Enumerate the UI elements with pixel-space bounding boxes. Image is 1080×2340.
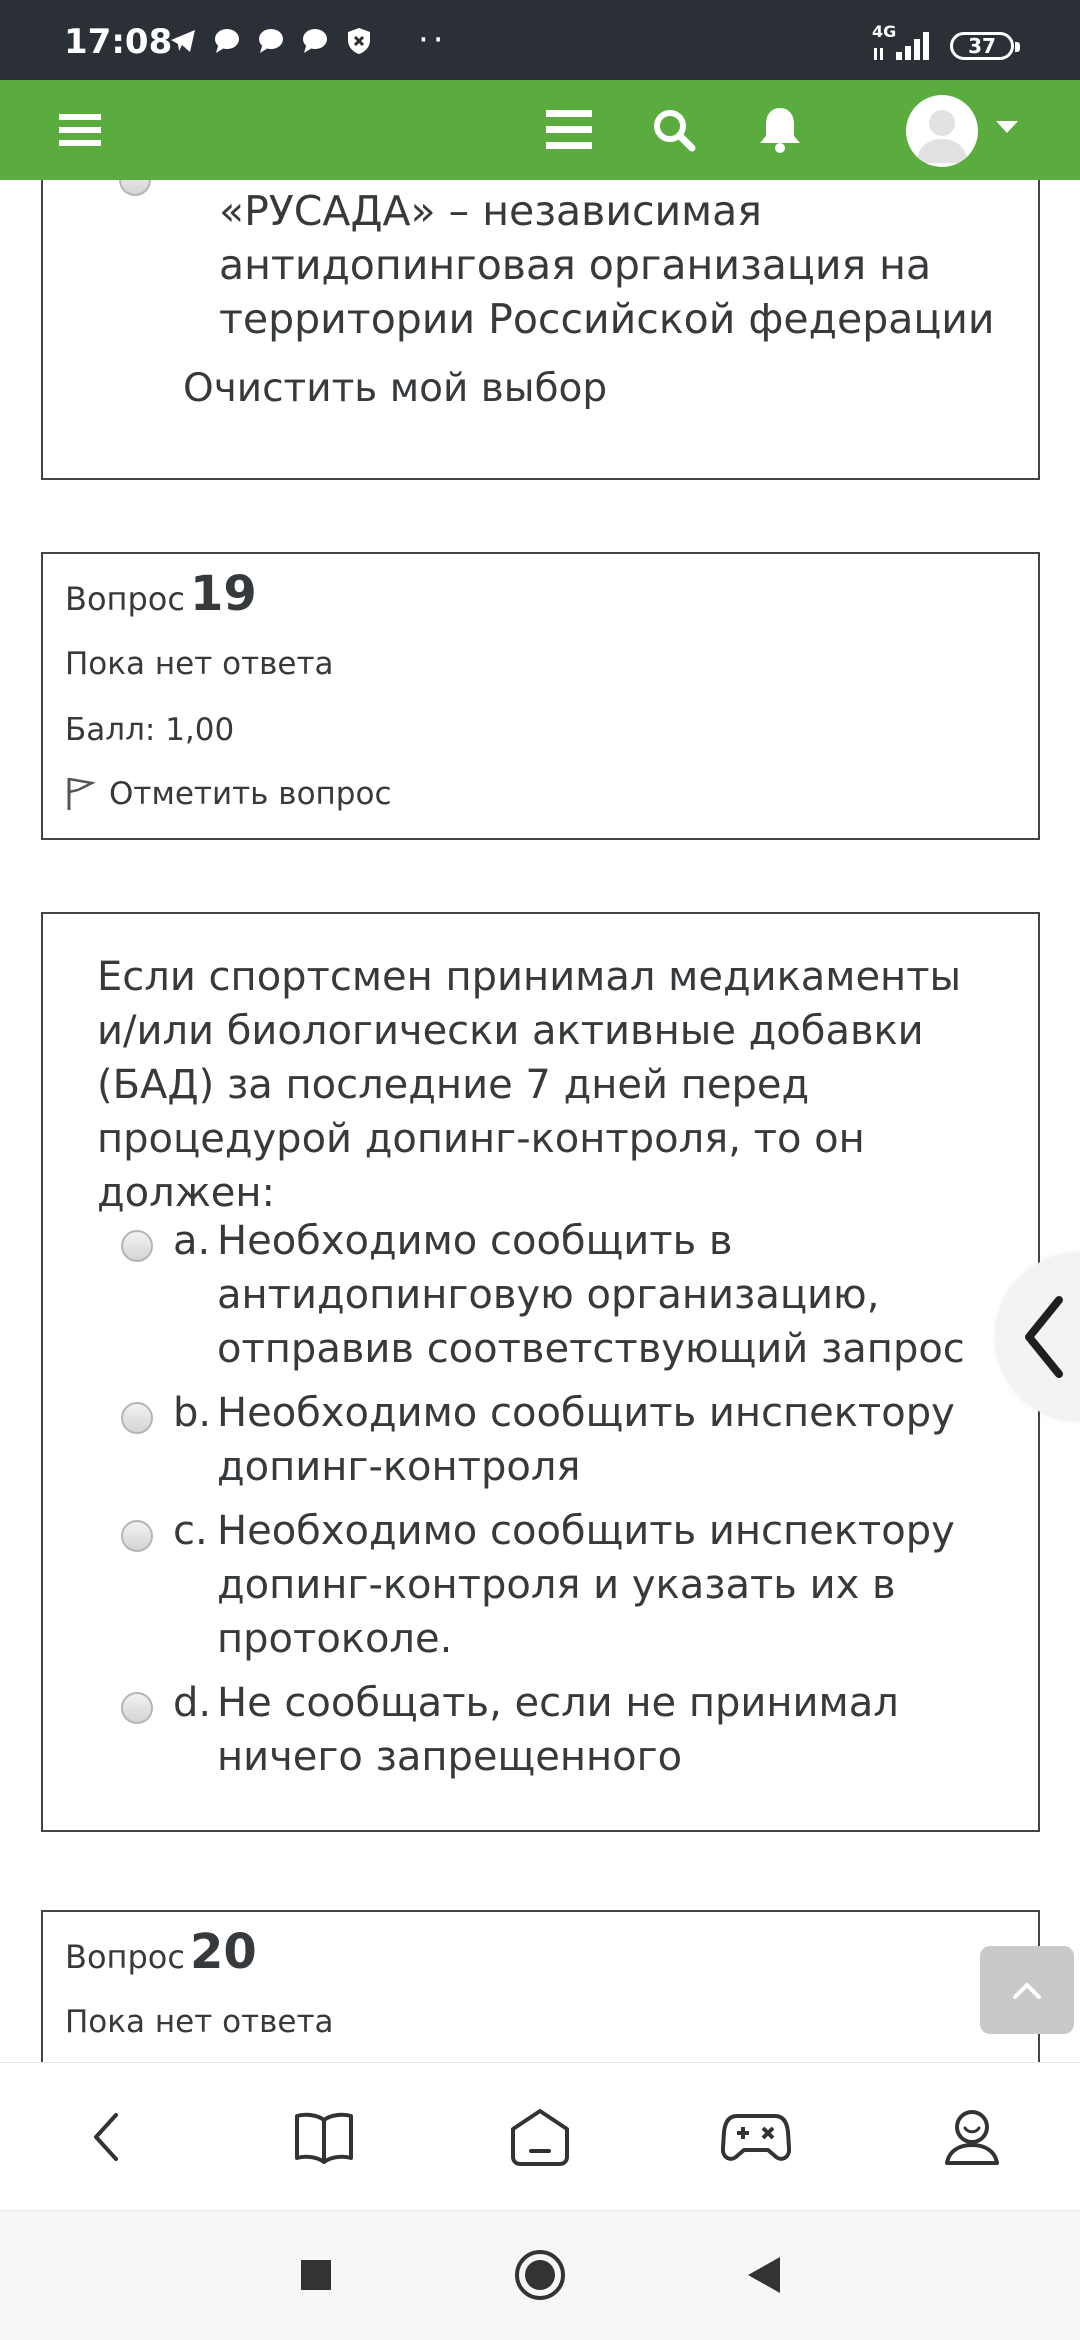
caret-down-icon[interactable] <box>996 121 1018 133</box>
user-avatar[interactable] <box>906 95 978 167</box>
book-icon <box>294 2110 354 2164</box>
system-home-button[interactable] <box>510 2245 570 2305</box>
bookmarks-button[interactable] <box>286 2099 362 2175</box>
list-icon <box>546 110 592 150</box>
more-notifications: ·· <box>418 20 448 60</box>
quiz-content <box>0 180 1080 2062</box>
games-button[interactable] <box>718 2099 794 2175</box>
browser-home-button[interactable] <box>502 2099 578 2175</box>
option-letter: c. <box>173 1508 208 1554</box>
question-label: Вопрос <box>65 580 185 618</box>
signal-icon <box>870 22 940 62</box>
system-back-button[interactable] <box>734 2245 794 2305</box>
home-icon <box>509 2107 571 2167</box>
system-navigation-bar <box>0 2210 1080 2340</box>
avatar-icon <box>906 95 978 167</box>
back-icon <box>86 2109 126 2165</box>
option-text: Необходимо сообщить инспектору допинг-контроля <box>217 1390 955 1490</box>
chevron-up-icon <box>1007 1975 1047 2005</box>
question-content-card <box>41 912 1040 1832</box>
question-label: Вопрос <box>65 1938 185 1976</box>
notification-icons <box>168 26 374 56</box>
status-bar <box>0 0 1080 80</box>
answer-status: Пока нет ответа <box>65 2004 334 2040</box>
profile-icon <box>943 2107 1001 2167</box>
question-number: 19 <box>190 566 257 622</box>
option-letter: b. <box>173 1390 212 1436</box>
telegram-icon <box>168 26 198 56</box>
menu-icon <box>59 112 101 148</box>
gamepad-icon <box>721 2110 791 2164</box>
flag-question-label: Отметить вопрос <box>109 776 392 812</box>
app-header <box>0 80 1080 180</box>
question-number: 20 <box>190 1924 257 1980</box>
chevron-left-icon <box>1015 1292 1075 1382</box>
option-text: Необходимо сообщить инспектору допинг-контроля и указать их в протоколе. <box>217 1508 955 1662</box>
home-circle-icon <box>513 2248 567 2302</box>
chat-bubble-icon <box>256 26 286 56</box>
clear-choice-link[interactable]: Очистить мой выбор <box>183 366 608 411</box>
flag-question-link[interactable] <box>65 776 392 812</box>
radio-button-d[interactable] <box>121 1692 153 1724</box>
previous-answer-text: «РУСАДА» – независимая антидопинговая организация на территории Российской федерации <box>219 187 995 343</box>
battery-indicator: 37 <box>950 32 1014 60</box>
flag-icon <box>65 776 95 812</box>
chat-bubble-icon <box>212 26 242 56</box>
option-text: Не сообщать, если не принимал ничего запрещенного <box>217 1680 899 1780</box>
shield-icon <box>344 26 374 56</box>
back-triangle-icon <box>746 2255 782 2295</box>
browser-toolbar <box>0 2062 1080 2210</box>
next-question-info-card <box>41 1910 1040 2062</box>
search-icon <box>652 108 696 152</box>
search-button[interactable] <box>642 98 706 162</box>
profile-button[interactable] <box>934 2099 1010 2175</box>
option-letter: d. <box>173 1680 212 1726</box>
question-score: Балл: 1,00 <box>65 712 235 748</box>
radio-button-c[interactable] <box>121 1520 153 1552</box>
recent-apps-button[interactable] <box>286 2245 346 2305</box>
network-type: 4G <box>872 22 897 41</box>
bell-icon <box>758 106 802 154</box>
recent-apps-icon <box>300 2259 332 2291</box>
radio-button-a[interactable] <box>121 1230 153 1262</box>
answer-radio[interactable] <box>119 180 151 196</box>
radio-button-b[interactable] <box>121 1402 153 1434</box>
question-info-card <box>41 552 1040 840</box>
back-to-top-button[interactable] <box>980 1946 1074 2034</box>
browser-back-button[interactable] <box>68 2099 144 2175</box>
chat-bubble-icon <box>300 26 330 56</box>
answer-status: Пока нет ответа <box>65 646 334 682</box>
previous-question-card <box>41 180 1040 480</box>
navigation-list-button[interactable] <box>537 98 601 162</box>
question-heading <box>65 566 257 622</box>
menu-button[interactable] <box>48 98 112 162</box>
notifications-button[interactable] <box>748 98 812 162</box>
question-heading <box>65 1924 257 1980</box>
status-time: 17:08 <box>64 22 173 62</box>
option-text: Необходимо сообщить в антидопинговую организацию, отправив соответствующий запрос <box>217 1218 965 1372</box>
question-text: Если спортсмен принимал медикаменты и/или биологически активные добавки (БАД) за последние 7 дней перед процедурой допинг-контроля, то он должен: <box>97 954 962 1216</box>
option-letter: a. <box>173 1218 211 1264</box>
